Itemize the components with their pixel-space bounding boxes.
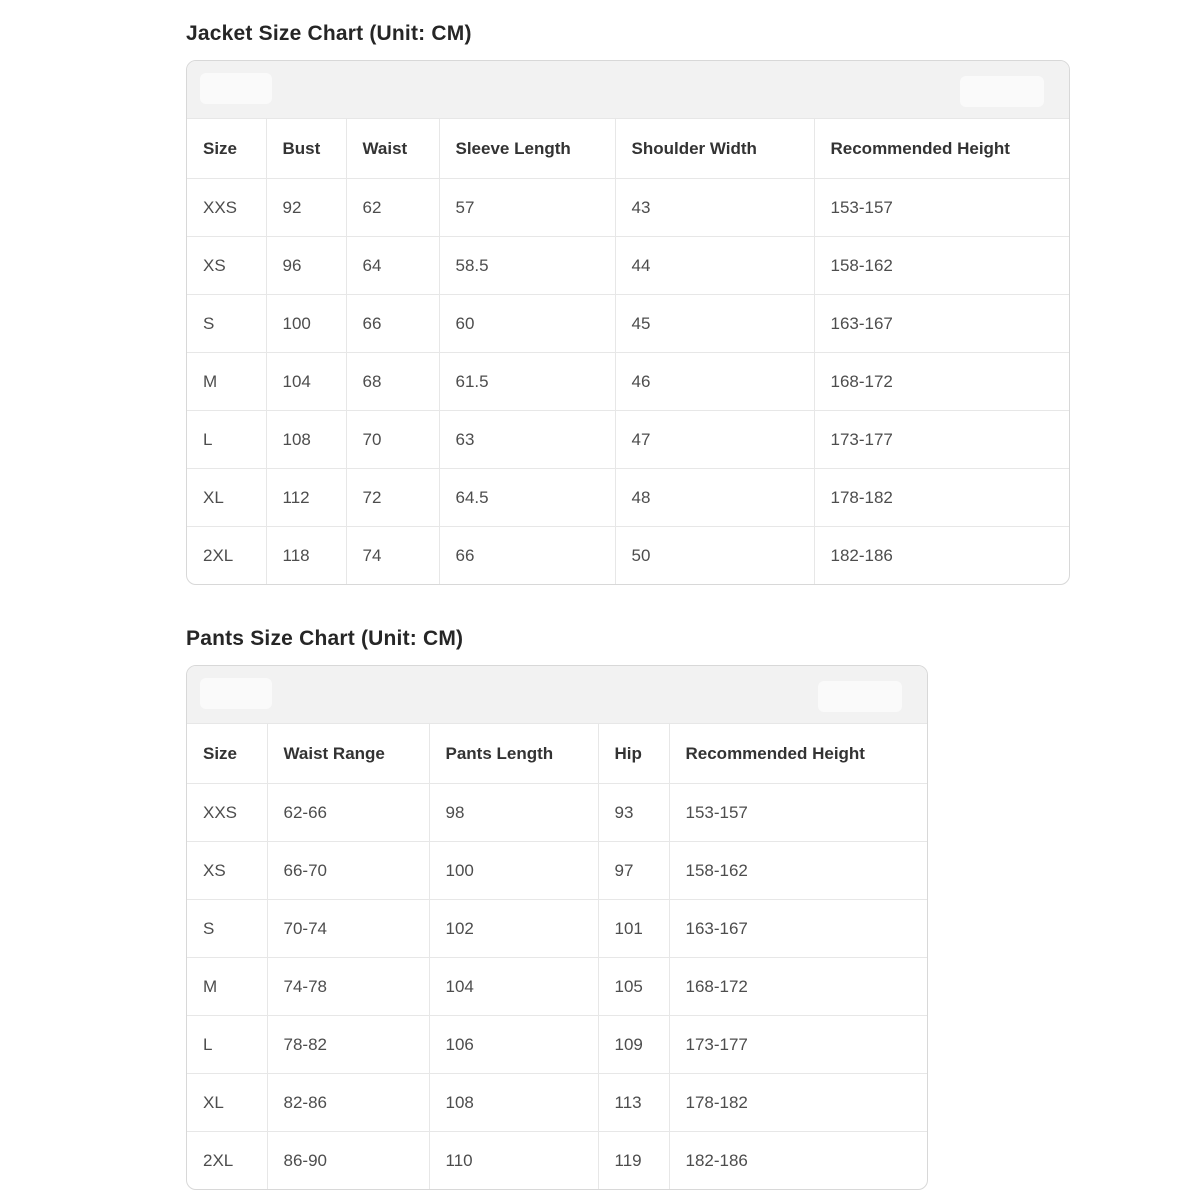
table-cell: 182-186 (814, 527, 1069, 585)
table-cell: 109 (598, 1016, 669, 1074)
table-cell: 98 (429, 784, 598, 842)
jacket-column-header-shoulder-width: Shoulder Width (615, 119, 814, 179)
table-cell: S (187, 900, 267, 958)
table-cell: 100 (266, 295, 346, 353)
table-row (187, 1132, 927, 1190)
jacket-column-header-bust: Bust (266, 119, 346, 179)
table-row (187, 179, 1069, 237)
table-cell: L (187, 1016, 267, 1074)
table-row (187, 1016, 927, 1074)
table-cell: 101 (598, 900, 669, 958)
table-cell: 60 (439, 295, 615, 353)
table-row (187, 900, 927, 958)
table-cell: 68 (346, 353, 439, 411)
table-row (187, 958, 927, 1016)
table-cell: 63 (439, 411, 615, 469)
toolbar-placeholder-right (818, 681, 902, 712)
pants-column-header-waist-range: Waist Range (267, 724, 429, 784)
toolbar-placeholder-right (960, 76, 1044, 107)
table-cell: 70-74 (267, 900, 429, 958)
jacket-column-header-sleeve-length: Sleeve Length (439, 119, 615, 179)
table-cell: XS (187, 237, 266, 295)
table-cell: 173-177 (814, 411, 1069, 469)
table-cell: 96 (266, 237, 346, 295)
table-cell: 66 (439, 527, 615, 585)
table-cell: 78-82 (267, 1016, 429, 1074)
jacket-column-header-waist: Waist (346, 119, 439, 179)
toolbar-placeholder-left (200, 73, 272, 104)
table-row (187, 295, 1069, 353)
table-cell: 74 (346, 527, 439, 585)
table-cell: 108 (266, 411, 346, 469)
table-cell: XL (187, 469, 266, 527)
table-cell: 93 (598, 784, 669, 842)
table-cell: 2XL (187, 527, 266, 585)
table-row (187, 353, 1069, 411)
table-cell: 104 (266, 353, 346, 411)
table-row (187, 411, 1069, 469)
table-cell: 61.5 (439, 353, 615, 411)
table-cell: 178-182 (669, 1074, 927, 1132)
table-cell: 102 (429, 900, 598, 958)
jacket-table-toolbar (187, 61, 1069, 118)
jacket-column-header-size: Size (187, 119, 266, 179)
pants-table-toolbar (187, 666, 927, 723)
pants-column-header-hip: Hip (598, 724, 669, 784)
table-cell: S (187, 295, 266, 353)
table-cell: 97 (598, 842, 669, 900)
pants-size-chart-card (186, 665, 928, 1190)
table-cell: 48 (615, 469, 814, 527)
table-cell: 82-86 (267, 1074, 429, 1132)
table-cell: 118 (266, 527, 346, 585)
table-row (187, 469, 1069, 527)
table-row (187, 842, 927, 900)
jacket-size-chart-title: Jacket Size Chart (Unit: CM) (186, 22, 472, 46)
table-cell: 106 (429, 1016, 598, 1074)
table-cell: 66 (346, 295, 439, 353)
table-cell: XS (187, 842, 267, 900)
table-cell: 158-162 (669, 842, 927, 900)
table-cell: 110 (429, 1132, 598, 1190)
table-cell: 92 (266, 179, 346, 237)
table-cell: XL (187, 1074, 267, 1132)
table-cell: 74-78 (267, 958, 429, 1016)
table-cell: 62-66 (267, 784, 429, 842)
pants-table-header-row (187, 724, 927, 784)
table-cell: 47 (615, 411, 814, 469)
table-cell: 43 (615, 179, 814, 237)
table-row (187, 527, 1069, 585)
table-cell: M (187, 958, 267, 1016)
toolbar-placeholder-left (200, 678, 272, 709)
table-cell: 168-172 (814, 353, 1069, 411)
jacket-column-header-recommended-height: Recommended Height (814, 119, 1069, 179)
table-cell: XXS (187, 784, 267, 842)
pants-column-header-size: Size (187, 724, 267, 784)
table-cell: 158-162 (814, 237, 1069, 295)
table-cell: 163-167 (814, 295, 1069, 353)
table-cell: 2XL (187, 1132, 267, 1190)
table-cell: 66-70 (267, 842, 429, 900)
table-cell: L (187, 411, 266, 469)
table-cell: XXS (187, 179, 266, 237)
pants-column-header-pants-length: Pants Length (429, 724, 598, 784)
table-cell: 168-172 (669, 958, 927, 1016)
table-cell: 113 (598, 1074, 669, 1132)
table-cell: 45 (615, 295, 814, 353)
table-cell: 70 (346, 411, 439, 469)
table-cell: 119 (598, 1132, 669, 1190)
table-cell: 108 (429, 1074, 598, 1132)
table-row (187, 784, 927, 842)
table-cell: 72 (346, 469, 439, 527)
table-cell: M (187, 353, 266, 411)
pants-size-table (187, 723, 927, 1189)
table-cell: 44 (615, 237, 814, 295)
table-cell: 182-186 (669, 1132, 927, 1190)
table-cell: 62 (346, 179, 439, 237)
table-cell: 46 (615, 353, 814, 411)
table-cell: 178-182 (814, 469, 1069, 527)
table-cell: 64 (346, 237, 439, 295)
pants-column-header-recommended-height: Recommended Height (669, 724, 927, 784)
table-cell: 173-177 (669, 1016, 927, 1074)
table-row (187, 237, 1069, 295)
pants-size-chart-title: Pants Size Chart (Unit: CM) (186, 627, 464, 651)
jacket-size-chart-card (186, 60, 1070, 585)
table-cell: 86-90 (267, 1132, 429, 1190)
table-cell: 100 (429, 842, 598, 900)
table-cell: 58.5 (439, 237, 615, 295)
table-cell: 163-167 (669, 900, 927, 958)
table-cell: 57 (439, 179, 615, 237)
jacket-table-header-row (187, 119, 1069, 179)
table-cell: 112 (266, 469, 346, 527)
table-cell: 104 (429, 958, 598, 1016)
jacket-size-table (187, 118, 1069, 584)
table-cell: 50 (615, 527, 814, 585)
table-cell: 153-157 (669, 784, 927, 842)
table-cell: 153-157 (814, 179, 1069, 237)
table-cell: 64.5 (439, 469, 615, 527)
table-row (187, 1074, 927, 1132)
table-cell: 105 (598, 958, 669, 1016)
